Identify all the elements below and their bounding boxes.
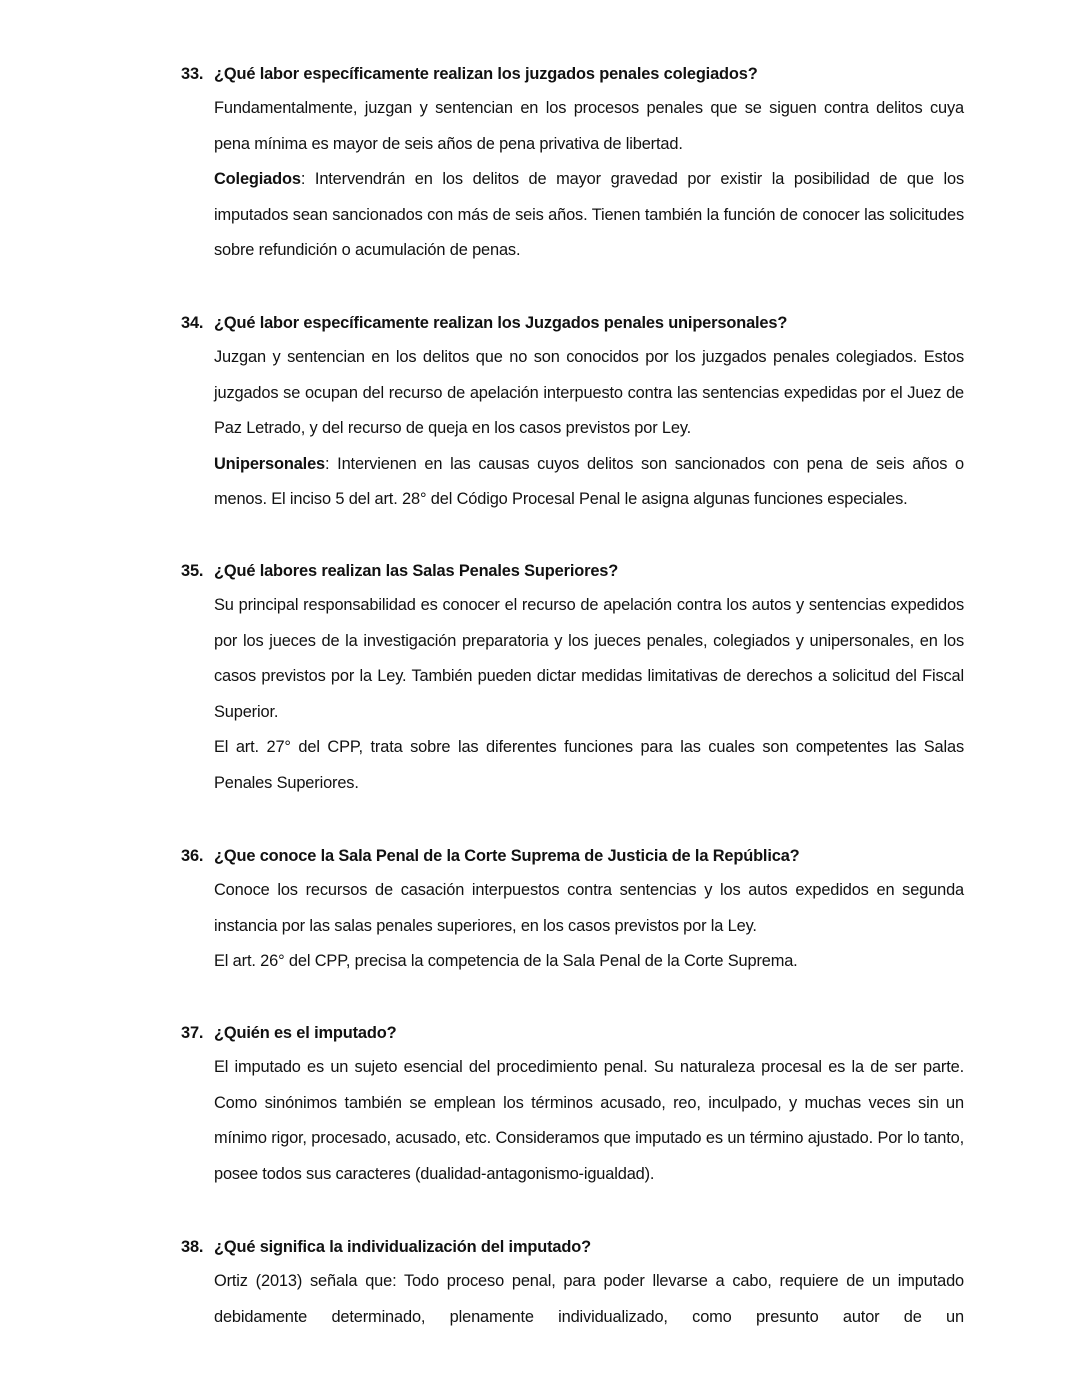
answer-block bbox=[214, 1050, 964, 1192]
answer-paragraph bbox=[214, 1050, 964, 1192]
answer-block bbox=[214, 340, 964, 518]
answer-paragraph bbox=[214, 1264, 964, 1335]
paragraph-text: : Intervendrán en los delitos de mayor gravedad por existir la posibilidad de que los imputados sean sancionados con más de seis años. Tienen también la función de conocer las solicitudes sobre refundición o acumulación de penas. bbox=[214, 170, 964, 259]
question-heading bbox=[181, 846, 964, 866]
paragraph-lead-term: Colegiados bbox=[214, 170, 301, 188]
answer-paragraph bbox=[214, 162, 964, 269]
question-text: ¿Qué labor específicamente realizan los Juzgados penales unipersonales? bbox=[214, 314, 788, 332]
question-number: 34. bbox=[181, 314, 204, 332]
qa-item-38 bbox=[181, 1237, 964, 1335]
qa-item-36 bbox=[181, 846, 964, 980]
paragraph-text: Ortiz (2013) señala que: Todo proceso penal, para poder llevarse a cabo, requiere de un imputado debidamente determinado, plenamente individualizado, como presunto autor de un bbox=[214, 1272, 964, 1326]
answer-paragraph bbox=[214, 91, 964, 162]
qa-item-34 bbox=[181, 313, 964, 518]
answer-paragraph bbox=[214, 873, 964, 944]
paragraph-text: Conoce los recursos de casación interpuestos contra sentencias y los autos expedidos en segunda instancia por las salas penales superiores, en los casos previstos por la Ley. bbox=[214, 881, 964, 935]
question-heading bbox=[181, 1023, 964, 1043]
question-heading bbox=[181, 561, 964, 581]
paragraph-text: Fundamentalmente, juzgan y sentencian en los procesos penales que se siguen contra delitos cuya pena mínima es mayor de seis años de pena privativa de libertad. bbox=[214, 99, 964, 153]
answer-paragraph bbox=[214, 447, 964, 518]
paragraph-text: Juzgan y sentencian en los delitos que no son conocidos por los juzgados penales colegiados. Estos juzgados se ocupan del recurso de apelación interpuesto contra las sentencias expedidas por el Juez de Paz Letrado, y del recurso de queja en los casos previstos por Ley. bbox=[214, 348, 964, 437]
qa-item-35 bbox=[181, 561, 964, 801]
answer-paragraph bbox=[214, 730, 964, 801]
question-heading bbox=[181, 313, 964, 333]
qa-item-33 bbox=[181, 64, 964, 269]
question-number: 37. bbox=[181, 1024, 204, 1042]
paragraph-text: : Intervienen en las causas cuyos delitos son sancionados con pena de seis años o menos. El inciso 5 del art. 28° del Código Procesal Penal le asigna algunas funciones especiales. bbox=[214, 454, 964, 508]
answer-block bbox=[214, 873, 964, 980]
answer-block bbox=[214, 588, 964, 801]
question-heading bbox=[181, 1237, 964, 1257]
qa-item-37 bbox=[181, 1023, 964, 1192]
paragraph-text: El art. 27° del CPP, trata sobre las diferentes funciones para las cuales son competentes las Salas Penales Superiores. bbox=[214, 738, 964, 792]
answer-block bbox=[214, 91, 964, 269]
question-text: ¿Que conoce la Sala Penal de la Corte Suprema de Justicia de la República? bbox=[214, 847, 800, 865]
question-number: 36. bbox=[181, 847, 204, 865]
question-number: 33. bbox=[181, 65, 204, 83]
question-text: ¿Qué significa la individualización del imputado? bbox=[214, 1238, 591, 1256]
question-number: 38. bbox=[181, 1238, 204, 1256]
question-text: ¿Qué labores realizan las Salas Penales Superiores? bbox=[214, 562, 619, 580]
paragraph-text: El art. 26° del CPP, precisa la competencia de la Sala Penal de la Corte Suprema. bbox=[214, 952, 798, 970]
question-text: ¿Qué labor específicamente realizan los juzgados penales colegiados? bbox=[214, 65, 758, 83]
answer-paragraph bbox=[214, 340, 964, 447]
answer-paragraph bbox=[214, 944, 964, 980]
paragraph-lead-term: Unipersonales bbox=[214, 454, 325, 473]
question-number: 35. bbox=[181, 562, 204, 580]
paragraph-text: El imputado es un sujeto esencial del procedimiento penal. Su naturaleza procesal es la de ser parte. Como sinónimos también se emplean los términos acusado, reo, inculpado, y muchas veces sin un mínimo rigor, procesado, acusado, etc. Consideramos que imputado es un término ajustado. Por lo tanto, posee todos sus caracteres (dualidad-antagonismo-igualdad). bbox=[214, 1058, 964, 1183]
paragraph-text: Su principal responsabilidad es conocer el recurso de apelación contra los autos y sentencias expedidos por los jueces de la investigación preparatoria y los jueces penales, colegiados y unipersonales, en los casos previstos por la Ley. También pueden dictar medidas limitativas de derechos a solicitud del Fiscal Superior. bbox=[214, 596, 964, 721]
question-text: ¿Quién es el imputado? bbox=[214, 1024, 397, 1042]
answer-block bbox=[214, 1264, 964, 1335]
answer-paragraph bbox=[214, 588, 964, 730]
question-heading bbox=[181, 64, 964, 84]
